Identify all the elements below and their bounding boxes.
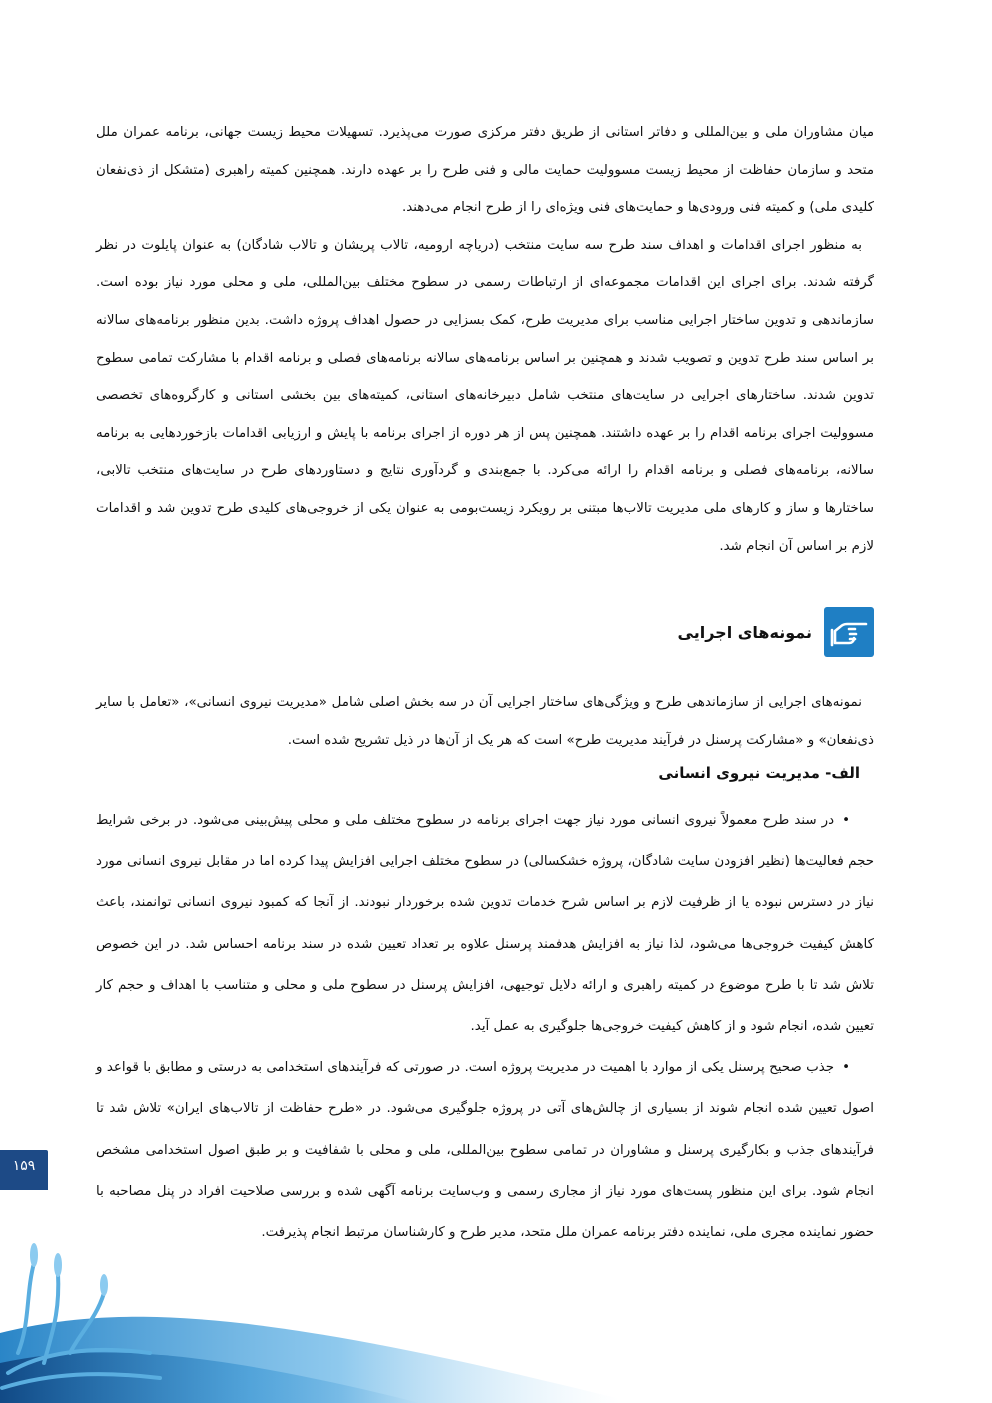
bullet-text-1: در سند طرح معمولاً نیروی انسانی مورد نیاز جهت اجرای برنامه در سطوح مختلف ملی و محلی پیش‌بینی می‌شود. در برخی شرایط حجم فعالیت‌ها (نظیر افزودن سایت شادگان، پروژه خشکسالی) در سطوح مختلف اجرایی افزایش پیدا کرده اما در مقابل نیروی انسانی مورد نیاز در دسترس نبوده یا از ظرفیت لازم بر اساس شرح خدمات تدوین شده برخوردار نبودند. از آنجا که کمبود نیروی انسانی توانمند، باعث کاهش کیفیت خروجی‌ها می‌شود، لذا نیاز به افزایش هدفمند پرسنل علاوه بر تعداد تعیین شده در سند برنامه احساس شد. در این خصوص تلاش شد تا با طرح موضوع در کمیته راهبری و ارائه دلایل توجیهی، افزایش پرسنل در سطوح ملی و محلی و متناسب با اهداف و حجم کار تعیین شده، انجام شود و از کاهش کیفیت خروجی‌ها جلوگیری به عمل آید. xyxy=(96,813,874,1035)
examples-intro xyxy=(96,684,874,759)
intro-text xyxy=(96,114,874,565)
intro-paragraph-1: میان مشاوران ملی و بین‌المللی و دفاتر استانی از طریق دفتر مرکزی صورت می‌پذیرد. تسهیلات محیط زیست جهانی، برنامه عمران ملل متحد و سازمان حفاظت از محیط زیست مسوولیت حمایت مالی و فنی طرح را بر عهده دارند. همچنین کمیته راهبری (متشکل از ذی‌نفعان کلیدی ملی) و کمیته فنی ورودی‌ها و حمایت‌های فنی ویژه‌ای را از طرح انجام می‌دهند. xyxy=(96,125,874,216)
pointing-hand-icon xyxy=(824,607,874,657)
bullet-list xyxy=(96,800,874,1253)
wetland-reeds-logo-icon xyxy=(0,1213,620,1403)
page-number: ۱۵۹ xyxy=(12,1158,36,1174)
intro-paragraph-2: به منظور اجرای اقدامات و اهداف سند طرح سه سایت منتخب (دریاچه ارومیه، تالاب پریشان و تالاب شادگان) به عنوان پایلوت در نظر گرفته شدند. برای اجرای این اقدامات مجموعه‌ای از ارتباطات رسمی در سطوح مختلف بین‌المللی، ملی و محلی مورد نیاز بوده است. سازماندهی و تدوین ساختار اجرایی مناسب برای مدیریت طرح، کمک بسزایی در حصول اهداف پروژه داشت. بدین منظور برنامه‌های سالانه بر اساس سند طرح تدوین و تصویب شدند و همچنین بر اساس برنامه‌های سالانه برنامه‌های فصلی و برنامه اقدام با مشارکت تمامی سطوح تدوین شدند. ساختارهای اجرایی در سایت‌های منتخب شامل دبیرخانه‌های استانی، کمیته‌های بین بخشی استانی و کارگروه‌های تخصصی مسوولیت اجرای برنامه اقدام را بر عهده داشتند. همچنین پس از هر دوره از اجرای برنامه با پایش و ارزیابی اقدامات بازخوردهایی به برنامه سالانه، برنامه‌های فصلی و برنامه اقدام را ارائه می‌کرد. با جمع‌بندی و گردآوری نتایج و دستاوردهای طرح در سایت‌های منتخب تالابی، ساختارها و ساز و کارهای ملی مدیریت تالاب‌ها مبتنی بر رویکرد زیست‌بومی به عنوان یکی از خروجی‌های کلیدی طرح تدوین شد و اقدامات لازم بر اساس آن انجام شد. xyxy=(96,237,874,554)
bullet-symbol: • xyxy=(842,813,850,828)
section-heading xyxy=(678,606,874,658)
bullet-text-2: جذب صحیح پرسنل یکی از موارد با اهمیت در مدیریت پروژه است. در صورتی که فرآیندهای استخدامی به درستی و مطابق با قواعد و اصول تعیین شده انجام شوند از بسیاری از چالش‌های آتی در پروژه جلوگیری می‌شود. در «طرح حفاظت از تالاب‌های ایران» تلاش شد تا فرآیندهای جذب و بکارگیری پرسنل و مشاوران در تمامی سطوح بین‌المللی، ملی و محلی با شفافیت و بر طبق اصول استخدامی مشخص انجام شود. برای این منظور پست‌های مورد نیاز از مجاری رسمی و وب‌سایت برنامه آگهی شده و بررسی صلاحیت افراد در پنل مصاحبه با حضور نماینده مجری ملی، نماینده دفتر برنامه عمران ملل متحد، مدیر طرح و کارشناسان مرتبط انجام پذیرفت. xyxy=(96,1060,874,1241)
section-title: نمونه‌های اجرایی xyxy=(677,622,812,642)
subsection-title: الف- مدیریت نیروی انسانی xyxy=(658,764,860,782)
bullet-item-1 xyxy=(96,800,874,1047)
bullet-symbol: • xyxy=(842,1060,850,1076)
examples-paragraph: نمونه‌های اجرایی از سازماندهی طرح و ویژگی‌های ساختار اجرایی آن در سه بخش اصلی شامل «مدیریت نیروی انسانی»، «تعامل با سایر ذی‌نفعان» و «مشارکت پرسنل در فرآیند مدیریت طرح» است که هر یک از آن‌ها در ذیل تشریح شده است. xyxy=(96,695,874,748)
